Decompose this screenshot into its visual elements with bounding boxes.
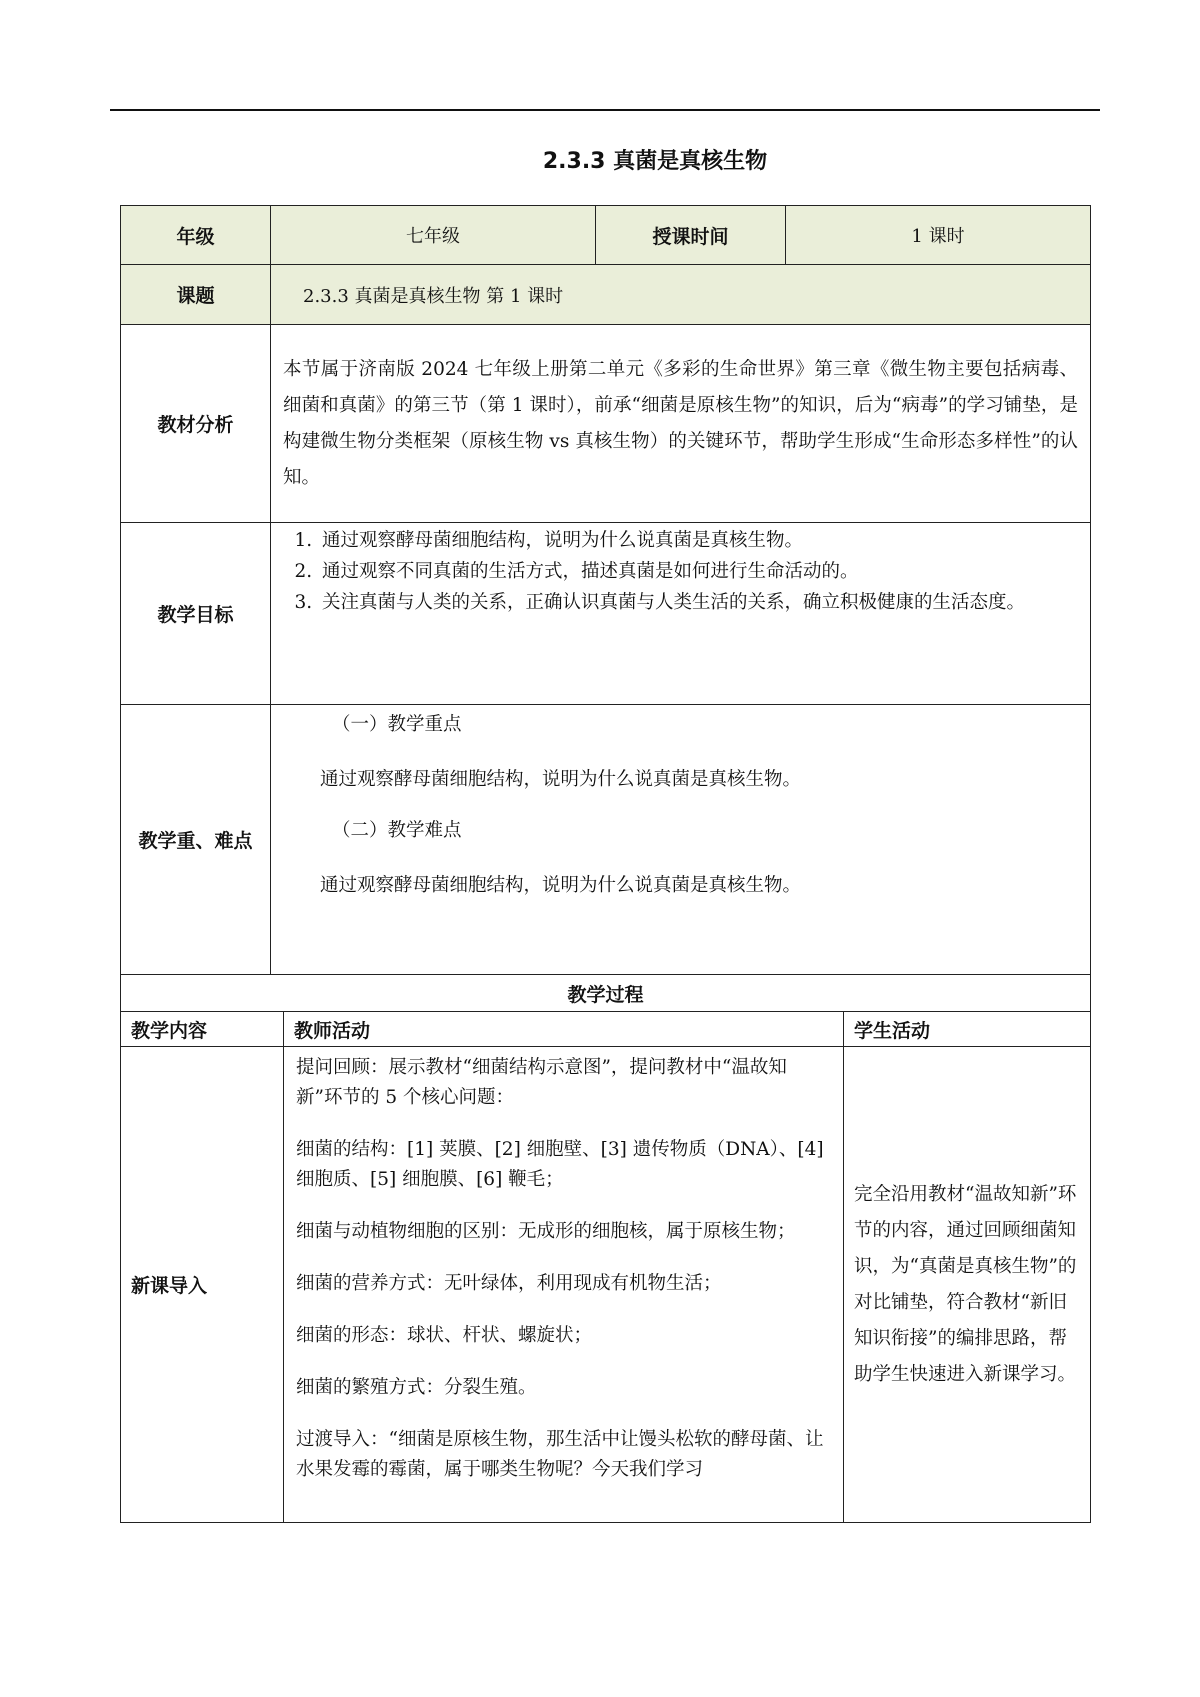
teacher-paragraph: 细菌与动植物细胞的区别：无成形的细胞核，属于原核生物； (296, 1221, 796, 1242)
grade-row (121, 206, 1091, 265)
teaching-process-table (120, 974, 1091, 1523)
topic-value: 2.3.3 真菌是真核生物 第 1 课时 (271, 265, 1091, 325)
difficulty-text: 通过观察酵母菌细胞结构，说明为什么说真菌是真核生物。 (320, 875, 802, 896)
objectives-list (272, 525, 1089, 618)
analysis-text: 本节属于济南版 2024 七年级上册第二单元《多彩的生命世界》第三章《微生物主要包括病毒、细菌和真菌》的第三节（第 1 课时），前承“细菌是原核生物”的知识，后为“病毒”的学习铺垫，是构建微生物分类框架（原核生物 vs 真核生物）的关键环节，帮助学生形成“生命形态多样性”的认知。 (271, 325, 1091, 523)
intro-row (121, 1047, 1091, 1523)
process-header-row (121, 1012, 1091, 1047)
difficulty-heading: （二）教学难点 (332, 820, 462, 841)
document-title: 2.3.3 真菌是真核生物 (542, 149, 768, 174)
objectives-label: 教学目标 (121, 523, 271, 705)
analysis-row (121, 325, 1091, 523)
focus-heading: （一）教学重点 (332, 714, 462, 735)
focus-text: 通过观察酵母菌细胞结构，说明为什么说真菌是真核生物。 (320, 769, 802, 790)
grade-value: 七年级 (271, 206, 596, 265)
topic-row (121, 265, 1091, 325)
teacher-paragraph: 提问回顾：展示教材“细菌结构示意图”，提问教材中“温故知新”环节的 5 个核心问题： (296, 1057, 787, 1108)
intro-label: 新课导入 (121, 1047, 284, 1523)
objective-item: 2. 通过观察不同真菌的生活方式，描述真菌是如何进行生命活动的。 (318, 556, 1077, 587)
teacher-paragraph: 细菌的繁殖方式：分裂生殖。 (296, 1377, 537, 1398)
teacher-paragraph: 细菌的形态：球状、杆状、螺旋状； (296, 1325, 593, 1346)
objective-item: 1. 通过观察酵母菌细胞结构，说明为什么说真菌是真核生物。 (318, 525, 1077, 556)
time-value: 1 课时 (786, 206, 1091, 265)
objective-item: 3. 关注真菌与人类的关系，正确认识真菌与人类生活的关系，确立积极健康的生活态度。 (318, 587, 1077, 618)
objectives-cell (271, 523, 1091, 705)
process-title-row (121, 975, 1091, 1012)
grade-label: 年级 (121, 206, 271, 265)
topic-label: 课题 (121, 265, 271, 325)
teacher-paragraph: 细菌的营养方式：无叶绿体，利用现成有机物生活； (296, 1273, 722, 1294)
col-content-header: 教学内容 (121, 1012, 284, 1047)
student-activity: 完全沿用教材“温故知新”环节的内容，通过回顾细菌知识，为“真菌是真核生物”的对比铺垫，符合教材“新旧知识衔接”的编排思路，帮助学生快速进入新课学习。 (844, 1047, 1091, 1523)
key-points-label: 教学重、难点 (121, 705, 271, 975)
header-rule (110, 109, 1100, 111)
teacher-paragraph: 细菌的结构：[1] 荚膜、[2] 细胞壁、[3] 遗传物质（DNA）、[4] 细胞质、[5] 细胞膜、[6] 鞭毛； (296, 1139, 824, 1190)
col-teacher-header: 教师活动 (284, 1012, 844, 1047)
col-student-header: 学生活动 (844, 1012, 1091, 1047)
teacher-activity (284, 1047, 844, 1523)
time-label: 授课时间 (596, 206, 786, 265)
objectives-row (121, 523, 1091, 705)
key-points-cell (271, 705, 1091, 975)
analysis-label: 教材分析 (121, 325, 271, 523)
lesson-info-table (120, 205, 1091, 975)
teacher-paragraph: 过渡导入：“细菌是原核生物，那生活中让馒头松软的酵母菌、让水果发霉的霉菌，属于哪类生物呢？今天我们学习 (296, 1429, 824, 1480)
process-title: 教学过程 (121, 975, 1091, 1012)
key-points-row (121, 705, 1091, 975)
